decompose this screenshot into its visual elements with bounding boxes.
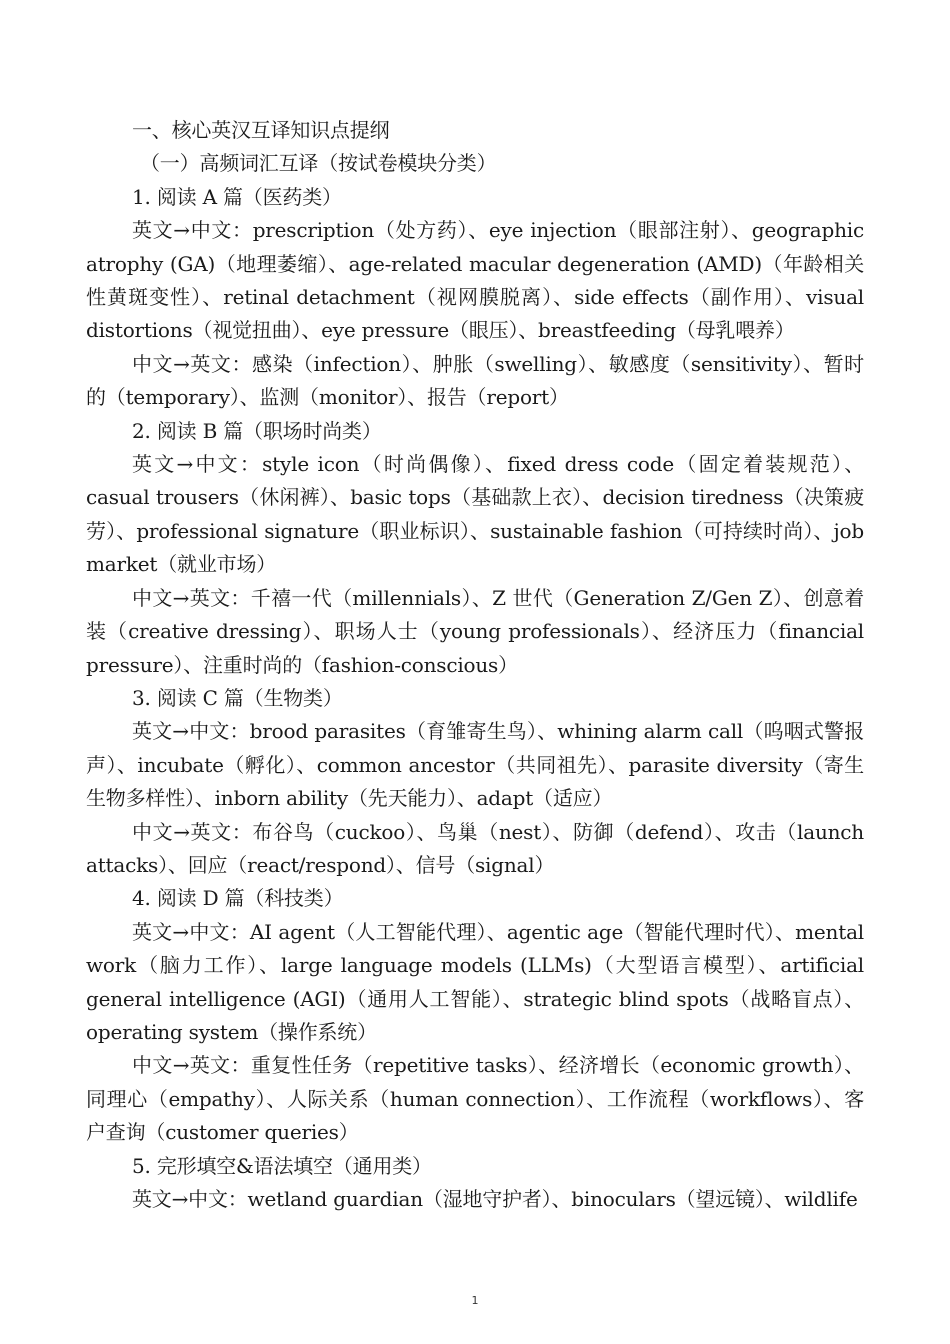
- section-title-reading-b: 2. 阅读 B 篇（职场时尚类）: [132, 418, 382, 443]
- heading-level-2: （一）高频词汇互译（按试卷模块分类）: [140, 151, 497, 176]
- section-title-reading-d: 4. 阅读 D 篇（科技类）: [132, 886, 344, 911]
- document-body: [86, 114, 864, 1216]
- heading-level-1: 一、核心英汉互译知识点提纲: [132, 118, 390, 142]
- section-b-en-to-zh: 英文→中文：style icon（时尚偶像）、fixed dress code（固定着装规范）、casual trousers（休闲裤）、basic tops（基础款上衣）、decision tiredness（决策疲劳）、professional signature（职业标识）、sustainable fashion（可持续时尚）、job market（就业市场）: [86, 452, 864, 577]
- section-d-en-to-zh: 英文→中文：AI agent（人工智能代理）、agentic age（智能代理时代）、mental work（脑力工作）、large language models (LLMs)（大型语言模型）、artificial general intelligence (AGI)（通用人工智能）、strategic blind spots（战略盲点）、operating system（操作系统）: [86, 919, 864, 1044]
- section-title-reading-a: 1. 阅读 A 篇（医药类）: [132, 184, 342, 209]
- section-title-reading-c: 3. 阅读 C 篇（生物类）: [132, 685, 343, 710]
- section-a-zh-to-en: 中文→英文：感染（infection）、肿胀（swelling）、敏感度（sensitivity）、暂时的（temporary）、监测（monitor）、报告（report）: [86, 351, 864, 410]
- page-number: 1: [471, 1294, 479, 1307]
- section-title-cloze-grammar: 5. 完形填空&语法填空（通用类）: [132, 1153, 432, 1178]
- section-b-zh-to-en: 中文→英文：千禧一代（millennials）、Z 世代（Generation Z/Gen Z）、创意着装（creative dressing）、职场人士（young professionals）、经济压力（financial pressure）、注重时尚的（fashion-conscious）: [86, 585, 864, 677]
- section-a-en-to-zh: 英文→中文：prescription（处方药）、eye injection（眼部注射）、geographic atrophy (GA)（地理萎缩）、age-related macular degeneration (AMD)（年龄相关性黄斑变性）、retinal detachment（视网膜脱离）、side effects（副作用）、visual distortions（视觉扭曲）、eye pressure（眼压）、breastfeeding（母乳喂养）: [86, 218, 864, 343]
- section-d-zh-to-en: 中文→英文：重复性任务（repetitive tasks）、经济增长（economic growth）、同理心（empathy）、人际关系（human connection）、工作流程（workflows）、客户查询（customer queries）: [86, 1053, 864, 1145]
- section-cloze-en-to-zh: 英文→中文：wetland guardian（湿地守护者）、binoculars（望远镜）、wildlife: [132, 1187, 858, 1211]
- section-c-zh-to-en: 中文→英文：布谷鸟（cuckoo）、鸟巢（nest）、防御（defend）、攻击（launch attacks）、回应（react/respond）、信号（signal）: [86, 819, 864, 877]
- section-c-en-to-zh: 英文→中文：brood parasites（育雏寄生鸟）、whining alarm call（呜咽式警报声）、incubate（孵化）、common ancestor（共同祖先）、parasite diversity（寄生生物多样性）、inborn ability（先天能力）、adapt（适应）: [86, 719, 864, 811]
